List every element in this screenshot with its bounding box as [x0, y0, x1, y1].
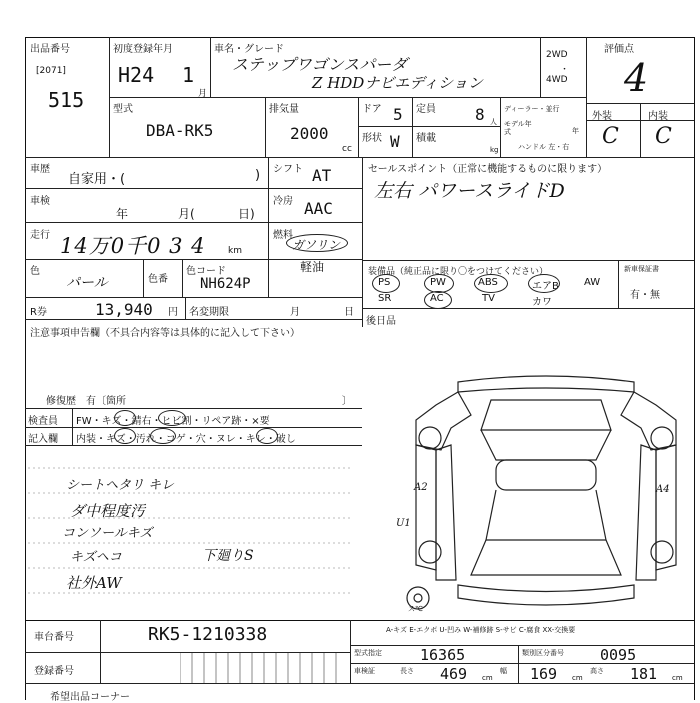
divider — [100, 620, 101, 683]
ac-label: 冷房 — [273, 196, 293, 207]
divider — [350, 645, 694, 646]
auction-sheet: 出品番号 [2071] 515 初度登録年月 H24 1 月 車名・グレード ステップワゴンスパーダ Z HDDナビエディション 2WD ・ 4WD 評価点 4 外装 内装 C C 型式 DBA-RK5 排気量 2000 cc ドア 5 形状 W 定員 8 人 積載 kg ディーラー・並行 モデル年式 年 ハンドル 左・右 車歴 自家用・( ) シフト AT 車検 年 月( 日) 冷房 AAC 走行 14万0千0 3 4 km 燃料 ガソリン 軽油 色 パール 色番 色コード NH624P R券 13,940 円 名変期限 月 日 セールスポイント（正常に機能するものに限ります） 左右 パワースライドD 装備品（純正品に限り〇をつけてください） PS PW ABS エアB AW SR AC TV カワ 新車保証書 有・無 後日品 注意事項申告欄（不具合内容等は具体的に記入して下さい） 修復歴 有〔箇所 〕 検査員 記入欄 FW・キズ・錆右・ヒビ割・リペア跡・×要 内装・キズ・汚れ・コゲ・穴・ヌレ・キレ・破し シートヘタリ キレ ダ中程度汚 コンソールキズ キズヘコ 社外AW 下廻りS A2 U1 A4 ス℃ A-キズ E-エクボ U-凹み W-補修跡 S-サビ C-腐食 XX-交換要 車台番号 RK5-1210338 登録番号 型式指定 16365 類別区分番号 0095 車検証 長さ 469 cm 幅 169 cm 高さ 181 cm 希望出品コーナー — [0, 0, 700, 700]
divider — [412, 97, 413, 157]
car-label: 車名・グレード — [214, 44, 284, 55]
drive-2wd: 2WD — [546, 50, 568, 60]
check-circle — [158, 410, 186, 426]
divider — [25, 408, 362, 409]
name-change-month: 月 — [290, 307, 300, 318]
inspector-note: 社外AW — [66, 574, 122, 592]
drive-4wd: 4WD — [546, 75, 568, 85]
color-code-label: 色コード — [186, 266, 226, 277]
shift-value: AT — [312, 166, 332, 185]
type-spec-label: 型式指定 — [354, 649, 382, 657]
frame-left — [25, 37, 26, 700]
model-label: 型式 — [113, 104, 133, 115]
divider — [25, 188, 362, 189]
equip-sr: SR — [378, 293, 392, 304]
load-unit: kg — [490, 146, 499, 154]
sales-points-text: 左右 パワースライドD — [374, 180, 565, 202]
lot-label: 出品番号 — [30, 44, 70, 55]
lot-number: 515 — [48, 88, 85, 112]
length-unit: cm — [482, 674, 493, 682]
corner-label: 希望出品コーナー — [50, 692, 130, 703]
width-value: 169 — [530, 665, 558, 683]
divider — [358, 97, 359, 157]
displacement-unit: cc — [342, 144, 352, 154]
checks-row1: FW・キズ・錆右・ヒビ割・リペア跡・×要 — [76, 416, 270, 427]
equip-circle — [372, 274, 400, 293]
length-value: 469 — [440, 665, 468, 683]
recycle-value: 13,940 — [95, 300, 153, 319]
car-diagram — [396, 370, 692, 620]
color-label: 色 — [30, 266, 40, 277]
inspector-note: シートヘタリ キレ — [66, 478, 175, 493]
new-car-warranty-label: 新車保証書 — [624, 265, 659, 273]
divider — [143, 259, 144, 297]
inspection-label: 車検 — [30, 196, 50, 207]
divider — [109, 97, 586, 98]
divider — [268, 157, 269, 297]
divider — [25, 683, 694, 684]
divider — [618, 260, 619, 308]
equip-circle — [424, 291, 452, 309]
height-label: 高さ — [590, 667, 604, 675]
capacity-unit: 人 — [490, 118, 497, 126]
registration-month: 1 — [182, 63, 195, 87]
check-circle — [150, 428, 176, 444]
checks-label-entry: 記入欄 — [28, 434, 58, 445]
diagram-note-a4: A4 — [656, 484, 670, 495]
divider — [350, 663, 694, 664]
class-number-value: 0095 — [600, 646, 637, 664]
divider — [640, 103, 641, 157]
repair-close: 〕 — [342, 396, 352, 407]
fuel-gas-circle — [286, 234, 348, 252]
divider — [25, 157, 694, 158]
grade-score: 4 — [624, 56, 649, 100]
displacement-label: 排気量 — [269, 104, 299, 115]
fuel-label: 燃料 — [273, 230, 293, 241]
car-name: ステップワゴンスパーダ — [232, 55, 408, 74]
recycle-unit: 円 — [168, 307, 178, 318]
height-value: 181 — [630, 665, 658, 683]
mileage-label: 走行 — [30, 230, 50, 241]
equipment-label: 装備品（純正品に限り〇をつけてください） — [368, 267, 549, 277]
checks-label-inspector: 検査員 — [28, 416, 58, 427]
equip-aw: AW — [584, 277, 601, 288]
divider — [362, 260, 694, 261]
interior-label: 内装 — [648, 111, 668, 122]
repair-history: 修復歴 有〔箇所 — [46, 396, 126, 407]
divider — [185, 297, 186, 319]
reg-number-boxes — [180, 653, 350, 683]
exterior-score: C — [602, 124, 619, 149]
equip-circle — [474, 274, 508, 293]
divider — [358, 126, 500, 127]
diagram-note-sx: ス℃ — [408, 605, 423, 613]
model-year-unit: 年 — [572, 127, 579, 135]
capacity-label: 定員 — [416, 104, 436, 115]
dims-label: 車検証 — [354, 667, 375, 675]
mileage-unit: km — [228, 246, 242, 256]
doors-value: 5 — [393, 105, 403, 124]
displacement-value: 2000 — [290, 124, 329, 143]
chassis-value: RK5-1210338 — [148, 624, 268, 645]
frame-top — [25, 37, 695, 38]
capacity-value: 8 — [475, 105, 485, 124]
divider — [25, 222, 362, 223]
color-code: NH624P — [200, 276, 251, 292]
handle-label: ハンドル 左・右 — [518, 143, 570, 151]
equip-pw: PW — [430, 277, 446, 288]
divider — [500, 97, 501, 157]
equip-leather: カワ — [532, 297, 552, 308]
car-grade: Z HDDナビエディション — [312, 74, 483, 92]
fuel-gas: ガソリン — [292, 238, 341, 252]
width-unit: cm — [572, 674, 583, 682]
divider — [362, 308, 694, 309]
shape-label: 形状 — [362, 133, 382, 144]
divider — [350, 620, 351, 683]
equip-ac: AC — [430, 293, 444, 304]
divider — [25, 427, 362, 428]
divider — [362, 157, 363, 327]
type-spec-value: 16365 — [420, 646, 466, 664]
check-circle — [256, 428, 278, 444]
height-unit: cm — [672, 674, 683, 682]
divider — [540, 37, 541, 97]
model-year-label: モデル年式 — [504, 120, 532, 136]
dealer-label: ディーラー・並行 — [504, 105, 560, 113]
legend: A-キズ E-エクボ U-凹み W-補修跡 S-サビ C-腐食 XX-交換要 — [386, 626, 576, 634]
inspection-year: 年 — [116, 207, 129, 221]
reg-number-label: 登録番号 — [34, 666, 74, 677]
ac-value: AAC — [304, 199, 333, 218]
divider — [25, 297, 362, 298]
registration-month-unit: 月 — [198, 89, 208, 99]
name-change-label: 名変期限 — [189, 307, 229, 318]
inspection-day: 日) — [238, 207, 255, 221]
divider — [210, 37, 211, 97]
divider — [182, 259, 183, 297]
color-number-label: 色番 — [148, 274, 168, 285]
diagram-note-a2: A2 — [414, 482, 428, 493]
sales-points-label: セールスポイント（正常に機能するものに限ります） — [368, 164, 608, 175]
doors-label: ドア — [362, 104, 382, 115]
load-label: 積載 — [416, 133, 436, 144]
diagram-note-u1: U1 — [396, 518, 411, 529]
usage-value: 自家用・( — [68, 172, 126, 187]
length-label: 長さ — [400, 667, 414, 675]
name-change-day: 日 — [344, 307, 354, 318]
lot-code: [2071] — [36, 66, 66, 76]
new-car-warranty-value: 有・無 — [630, 290, 660, 301]
equip-airbag: エアB — [532, 281, 559, 292]
equip-abs: ABS — [478, 277, 498, 288]
grade-label: 評価点 — [604, 44, 634, 55]
inspector-note: キズヘコ — [70, 550, 122, 565]
shift-label: シフト — [273, 164, 303, 175]
divider — [265, 97, 266, 157]
divider — [25, 319, 362, 320]
divider — [586, 37, 587, 157]
divider — [25, 620, 694, 621]
registration-label: 初度登録年月 — [113, 44, 173, 55]
declaration-label: 注意事項申告欄（不具合内容等は具体的に記入して下さい） — [30, 328, 300, 339]
class-number-label: 類別区分番号 — [522, 649, 564, 657]
side-note: 後日品 — [366, 316, 396, 327]
inspection-month: 月( — [178, 207, 195, 221]
fuel-kerosene: 軽油 — [300, 260, 325, 274]
shape-value: W — [390, 132, 400, 151]
usage-label: 車歴 — [30, 164, 50, 175]
recycle-label: R券 — [30, 307, 47, 318]
mileage-value: 14万0千0 3 4 — [60, 234, 206, 258]
exterior-label: 外装 — [592, 111, 612, 122]
registration-year: H24 — [118, 63, 155, 87]
color-value: パール — [66, 275, 108, 291]
equip-ps: PS — [378, 277, 391, 288]
check-circle — [114, 410, 136, 426]
frame-right — [694, 37, 695, 700]
interior-score: C — [655, 124, 672, 149]
divider — [518, 645, 519, 683]
equip-circle — [528, 274, 560, 293]
checks-row2: 内装・キズ・汚れ・コゲ・穴・ヌレ・キレ・破し — [76, 434, 296, 445]
usage-close: ) — [255, 168, 261, 183]
width-label: 幅 — [500, 667, 507, 675]
divider — [72, 408, 73, 445]
chassis-label: 車台番号 — [34, 632, 74, 643]
model-value: DBA-RK5 — [146, 121, 214, 140]
inspector-note: ダ中程度汚 — [70, 502, 146, 520]
under-note: 下廻りS — [202, 548, 254, 564]
equip-tv: TV — [482, 293, 495, 304]
check-circle — [114, 428, 136, 444]
inspector-note: コンソールキズ — [62, 526, 153, 541]
